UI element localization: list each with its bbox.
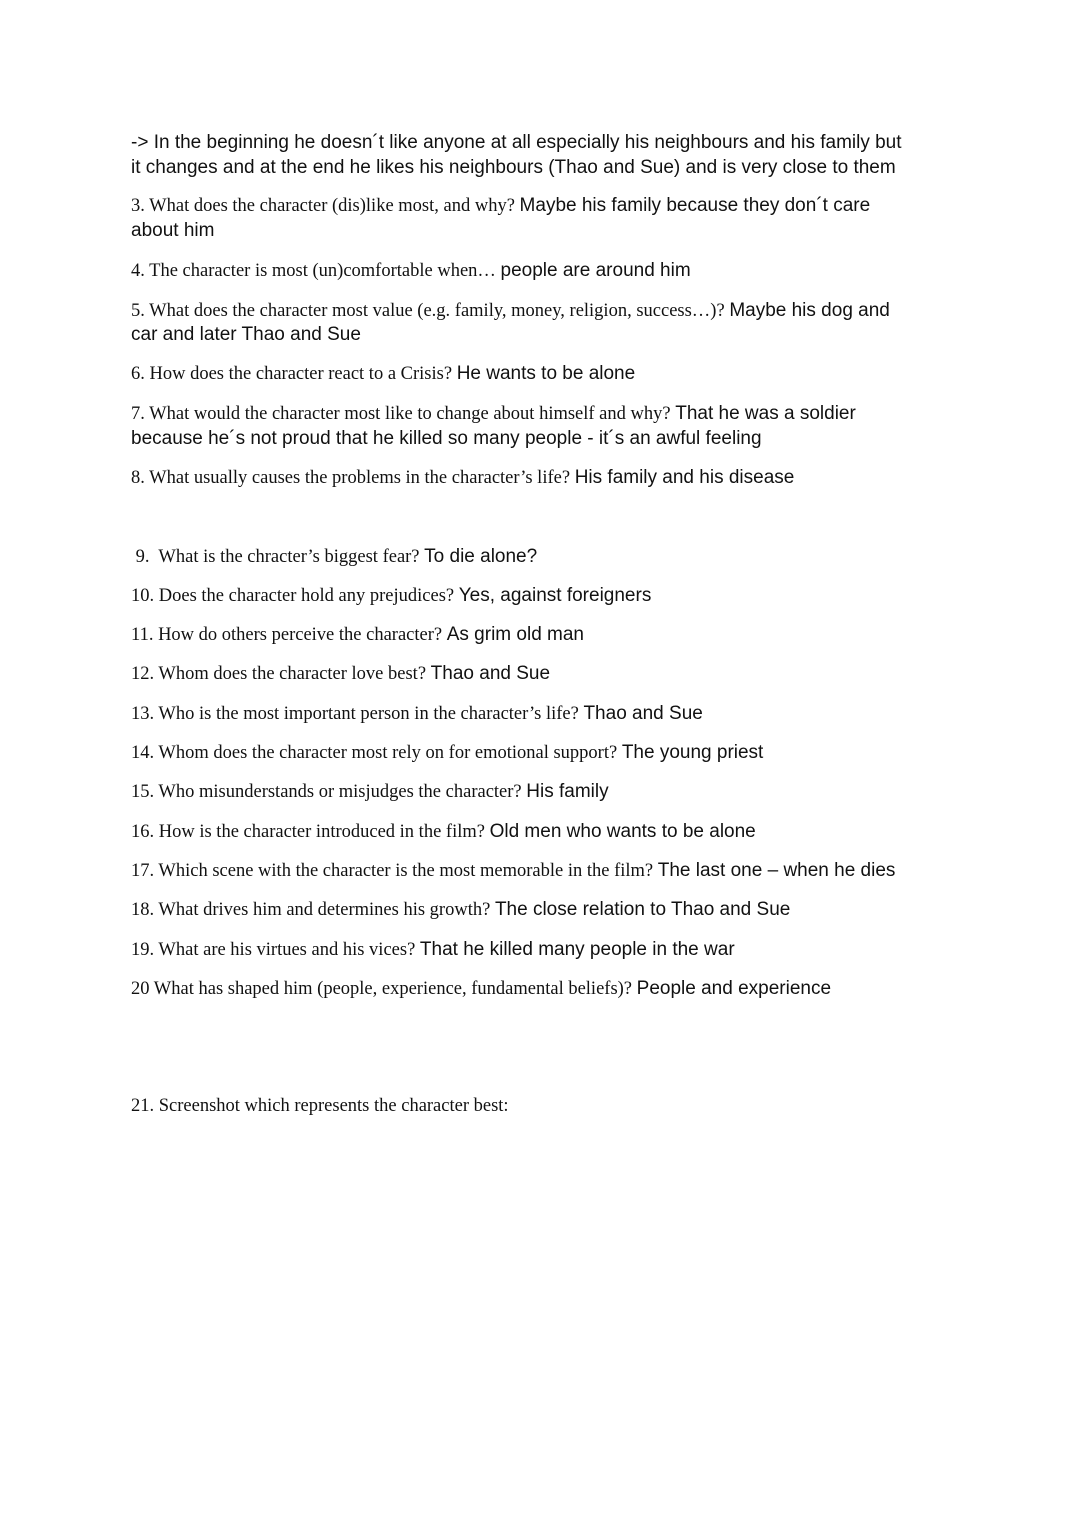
- answer-8-text: His family and his disease: [574, 467, 795, 488]
- answer-5-text: Maybe his dog and: [729, 300, 890, 321]
- answer-16-text: Old men who wants to be alone: [489, 821, 756, 842]
- answer-12-text: Thao and Sue: [430, 663, 551, 684]
- answer-3-text: Maybe his family because they don´t care: [519, 195, 871, 216]
- question-7: [131, 401, 961, 427]
- question-13: [131, 701, 961, 727]
- question-11: [131, 622, 961, 648]
- question-12: [131, 661, 961, 687]
- answer-13-text: Thao and Sue: [583, 703, 703, 724]
- question-10-text: 10. Does the character hold any prejudices?: [131, 586, 459, 606]
- question-6: [131, 361, 961, 387]
- question-3: [131, 193, 961, 219]
- question-14-text: 14. Whom does the character most rely on for emotional support?: [131, 743, 622, 763]
- question-21-text: 21. Screenshot which represents the character best:: [131, 1096, 509, 1116]
- answer-20-text: People and experience: [636, 978, 832, 999]
- question-15: [131, 779, 961, 805]
- question-19: [131, 937, 961, 963]
- question-17-text: 17. Which scene with the character is the most memorable in the film?: [131, 861, 658, 881]
- question-17: [131, 858, 961, 884]
- question-3-text: 3. What does the character (dis)like most, and why?: [131, 196, 520, 216]
- answer-9-text: To die alone?: [424, 546, 538, 567]
- intro-line-1: [131, 130, 961, 155]
- answer-15-text: His family: [526, 781, 609, 802]
- answer-7-text: That he was a soldier: [675, 403, 856, 424]
- question-9-text: 9. What is the chracter’s biggest fear?: [131, 547, 425, 567]
- answer-4-text: people are around him: [500, 260, 691, 281]
- answer-5-cont: car and later Thao and Sue: [131, 324, 361, 345]
- arrow-text: ->: [131, 132, 149, 153]
- question-6-text: 6. How does the character react to a Crisis?: [131, 364, 457, 384]
- answer-6-text: He wants to be alone: [456, 363, 636, 384]
- answer-19-text: That he killed many people in the war: [419, 939, 735, 960]
- question-5-text: 5. What does the character most value (e.g. family, money, religion, success…)?: [131, 301, 730, 321]
- intro-line-2: it changes and at the end he likes his neighbours (Thao and Sue) and is very close to them: [131, 157, 896, 178]
- question-14: [131, 740, 961, 766]
- question-7-text: 7. What would the character most like to change about himself and why?: [131, 404, 676, 424]
- answer-17-text: The last one – when he dies: [657, 860, 896, 881]
- question-16-text: 16. How is the character introduced in the film?: [131, 822, 490, 842]
- answer-10-text: Yes, against foreigners: [458, 585, 652, 606]
- answer-3-cont: about him: [131, 220, 215, 241]
- question-11-text: 11. How do others perceive the character?: [131, 625, 447, 645]
- question-20-text: 20 What has shaped him (people, experience, fundamental beliefs)?: [131, 979, 637, 999]
- intro-text-1: In the beginning he doesn´t like anyone at all especially his neighbours and his family but: [148, 132, 902, 153]
- question-9: [131, 544, 961, 570]
- question-4: [131, 258, 961, 284]
- question-4-text: 4. The character is most (un)comfortable when…: [131, 261, 501, 281]
- question-21: [131, 1094, 961, 1119]
- question-18-text: 18. What drives him and determines his growth?: [131, 900, 495, 920]
- answer-18-text: The close relation to Thao and Sue: [494, 899, 791, 920]
- question-5: [131, 298, 961, 324]
- question-15-text: 15. Who misunderstands or misjudges the character?: [131, 782, 527, 802]
- question-20: [131, 976, 961, 1002]
- question-12-text: 12. Whom does the character love best?: [131, 664, 431, 684]
- answer-7-cont: because he´s not proud that he killed so many people - it´s an awful feeling: [131, 428, 762, 449]
- question-16: [131, 819, 961, 845]
- question-8: [131, 465, 961, 491]
- question-19-text: 19. What are his virtues and his vices?: [131, 940, 420, 960]
- question-13-text: 13. Who is the most important person in the character’s life?: [131, 704, 584, 724]
- answer-11-text: As grim old man: [446, 624, 585, 645]
- question-8-text: 8. What usually causes the problems in the character’s life?: [131, 468, 575, 488]
- question-18: [131, 897, 961, 923]
- answer-14-text: The young priest: [621, 742, 764, 763]
- question-10: [131, 583, 961, 609]
